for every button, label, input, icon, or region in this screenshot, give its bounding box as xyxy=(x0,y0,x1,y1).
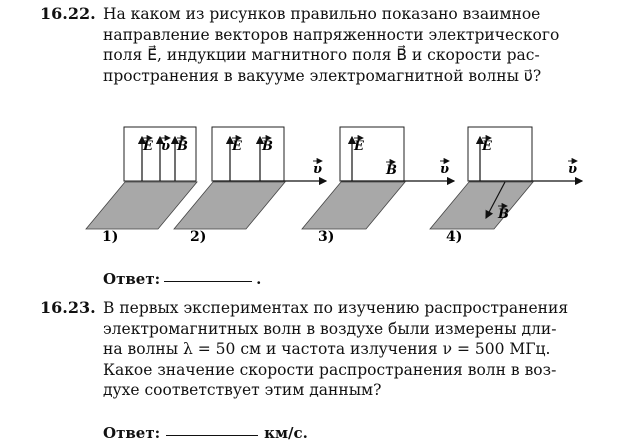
vector-v-label: υ xyxy=(440,162,450,177)
text-line: духе соответствует этим данным? xyxy=(103,381,382,399)
problem-number: 16.23. xyxy=(40,298,96,317)
vector-e-label: E xyxy=(482,139,492,154)
vector-b-label: B xyxy=(262,139,273,154)
figure-label: 2) xyxy=(190,229,207,245)
text-line: Какое значение скорости распространения волн в воз- xyxy=(103,360,557,379)
text-line: направление векторов напряженности электрического xyxy=(103,25,560,44)
answer-blank[interactable] xyxy=(164,281,252,282)
text-line: на волны λ = 50 см и частота излучения ν = 500 МГц. xyxy=(103,340,551,358)
text-line: электромагнитных волн в воздухе были измерены дли- xyxy=(103,319,557,338)
problem-number: 16.22. xyxy=(40,4,96,23)
vector-e-label: E xyxy=(232,139,242,154)
answer-label: Ответ: xyxy=(103,424,161,442)
vertical-plane xyxy=(468,127,532,181)
answer-label: Ответ: xyxy=(103,270,161,288)
text-line: пространения в вакууме электромагнитной волны υ⃗? xyxy=(103,66,542,85)
answer-blank[interactable] xyxy=(166,435,258,436)
vertical-plane xyxy=(212,127,284,181)
text-line: На каком из рисунков правильно показано взаимное xyxy=(103,5,541,23)
figure-label: 3) xyxy=(318,229,335,245)
answer-line-16-23 xyxy=(103,424,308,442)
horizontal-plane xyxy=(302,182,405,229)
figure-label: 1) xyxy=(102,229,119,245)
vector-b-label: B xyxy=(386,163,397,178)
vector-v-label: υ xyxy=(313,162,323,177)
vector-e-label: E xyxy=(354,139,364,154)
answer-tail: . xyxy=(256,270,262,288)
figure-label: 4) xyxy=(446,229,463,245)
vector-b-label: B xyxy=(177,139,188,154)
horizontal-plane xyxy=(430,182,533,229)
vector-v-label: υ xyxy=(568,162,578,177)
problem-text xyxy=(103,298,583,401)
vector-e-label: E xyxy=(143,139,153,154)
text-line: поля E⃗, индукции магнитного поля B⃗ и скорости рас- xyxy=(103,46,540,64)
answer-unit: км/с. xyxy=(264,424,308,442)
figure-4 xyxy=(430,127,582,245)
text-line: В первых экспериментах по изучению распространения xyxy=(103,299,569,317)
vector-b-label: B xyxy=(498,207,509,222)
answer-line-16-22 xyxy=(103,270,261,288)
vector-v-label: υ xyxy=(161,139,171,154)
